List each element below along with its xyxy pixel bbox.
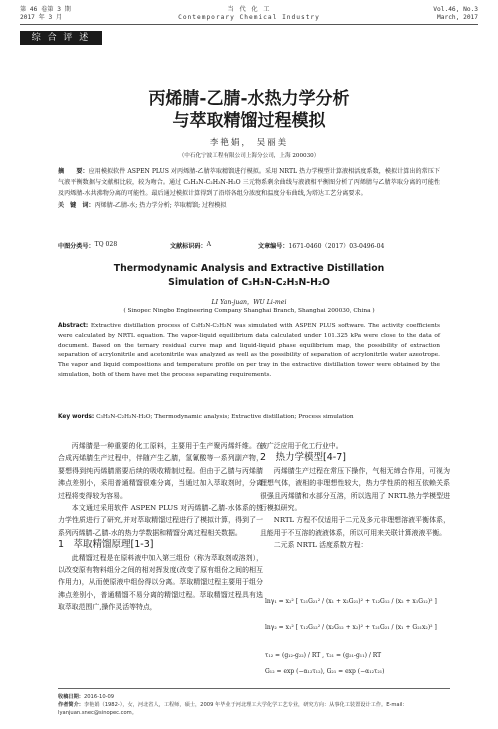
- issue-date-cn: 2017 年 3 月: [20, 13, 63, 21]
- section-tag: 综 合 评 述: [20, 31, 102, 45]
- abstract-cn-text: 应用模拟软件 ASPEN PLUS 对丙烯腈-乙腈萃取精馏进行模拟。采用 NRTL 热力学模型计算液相活度系数，模拟计算出的常压下气液平衡数据与文献相比较，较为吻合。通过 C₃H₃N-C₂H₃N-H₂O 三元物系剩余曲线与液液相平衡图分析了丙烯腈与乙腈萃取分离的可能性及丙烯腈-水共沸物分离的可能性。最后通过模拟计算得到了沿塔各组分浓度和温度分布曲线,为塔达工艺分离要求。: [58, 168, 441, 198]
- intro-paragraph-1: 丙烯腈是一种重要的化工原料，主要用于生产聚丙烯纤维。在合成丙烯腈生产过程中，伴随产生乙腈，氢氰酸等一系列副产物，要想得到纯丙烯腈需要后续的吸收精制过程。但由于乙腈与丙烯腈沸点差别小，采用普通精馏很难分离，当通过加入萃取剂时，分离过程将变得较为容易。: [58, 442, 263, 500]
- keywords-en: [58, 414, 440, 420]
- author-info-label: 作者简介：: [58, 702, 84, 708]
- affiliation-cn: （中石化宁波工程有限公司上海分公司，上海 200030）: [178, 153, 320, 159]
- authors-cn: 李艳娟， 吴丽美: [209, 138, 289, 148]
- title-en-line1: Thermodynamic Analysis and Extractive Distillation: [113, 263, 385, 274]
- clc-value: TQ 028: [94, 241, 118, 248]
- header-rule: [20, 24, 478, 25]
- body-left-column: [58, 440, 263, 614]
- keywords-cn-text: 丙烯腈-乙腈-水; 热力学分析; 萃取精馏; 过程模拟: [94, 201, 227, 209]
- footnote: [58, 693, 450, 717]
- section-heading-2: 2 热力学模型[4-7]: [260, 452, 346, 464]
- running-header: [20, 6, 478, 26]
- abstract-en-text: Extractive distillation process of C₃H₃N-C₂H₃N was simulated with ASPEN PLUS software. The activity coefficients were calculated by NRTL equation. The vapor-liquid equilibrium data calculated under 101.325 kPa were close to the data of document. Based on the ternary residual curve map and liquid-liquid phase equilibrium map, the possibility of extraction separation of acrylonitrile and acetonitrile was analyzed as well as the possibility of separation of acrylonitrile water azeotrope. The vapor and liquid compositions and temperature profile on per tray in the extractive distillation tower were obtained by the simulation, both of them have met the process separating requirements.: [58, 323, 440, 378]
- journal-name-cn: 当 代 化 工: [227, 6, 271, 13]
- section-2-paragraph-3: 二元系 NRTL 活度系数方程：: [273, 541, 368, 550]
- abstract-cn: [58, 166, 440, 211]
- equation-4: G₁₂ = exp (−α₁₂τ₁₂), G₂₁ = exp (−α₁₂τ₂₁): [265, 668, 385, 675]
- author-info: 李艳娟（1982-），女，河北省人，工程师，硕士，2009 年毕业于河北理工大学化学工艺专业，研究方向：从事化工装置设计工作。E-mail：lyanjuan.snec@sinopec.com。: [58, 702, 408, 716]
- equation-1: lnγ₁ = x₂² [ τ₂₁G₂₁² / (x₁ + x₂G₂₁)² + τ₁₂G₁₂ / (x₂ + x₁G₁₂)² ]: [265, 598, 437, 605]
- title-cn-line2: 与萃取精馏过程模拟: [172, 111, 326, 131]
- equation-2: lnγ₂ = x₁² [ τ₁₂G₁₂² / (x₂G₁₂ + x₂)² + τ₂₁G₂₁ / (x₁ + G₂₁x₂)² ]: [265, 624, 437, 631]
- affiliation-en: ( Sinopec Ningbo Engineering Company Shanghai Branch, Shanghai 200030, China ): [123, 308, 375, 314]
- abstract-cn-label: 摘 要：: [58, 168, 89, 175]
- volume-issue-en: Vol.46, No.3: [433, 6, 478, 13]
- authors-en: LI Yan-juan，WU Li-mei: [211, 299, 287, 306]
- title-cn: [0, 88, 498, 132]
- header-center: [20, 6, 478, 21]
- section-2-paragraph-1: 丙烯腈生产过程在常压下操作，气相无缔合作用，可视为理想气体，液相的非理想性较大，热力学性质的相互依赖关系很强且丙烯腈和水部分互溶，所以选用了 NRTL热力学模型进行模拟研究。: [260, 466, 450, 513]
- article-no-value: 1671-0460（2017）03-0496-04: [288, 243, 385, 250]
- title-en-line2: Simulation of C₃H₃N-C₂H₃N-H₂O: [168, 277, 330, 288]
- article-no-label: 文章编号：: [258, 243, 289, 250]
- doc-code-label: 文献标识码：: [170, 243, 207, 250]
- section-2-paragraph-2: NRTL 方程不仅适用于二元及多元非理想溶液平衡体系，且能用于不互溶的液液体系，所以可用来关联计算液液平衡。: [260, 516, 450, 537]
- header-right: [433, 6, 478, 21]
- keywords-en-label: Key words:: [58, 414, 95, 420]
- issue-date-en: March, 2017: [437, 13, 478, 21]
- section-heading-1: 1 萃取精馏原理[1-3]: [58, 539, 154, 551]
- equation-3: τ₁₂ = (g₁₂-g₂₂) / RT , τ₂₁ = (g₂₁-g₁₁) / RT: [265, 652, 382, 659]
- intro-paragraph-2: 本文通过采用软件 ASPEN PLUS 对丙烯腈-乙腈-水体系的热力学性质进行了研究,并对萃取精馏过程进行了模拟计算，得到了一系列丙烯腈-乙腈-水的热力学数据和精馏分离过程相关数据。: [58, 504, 263, 537]
- section-1-paragraph: 此精馏过程是在原料液中加入第三组份（称为萃取剂或溶剂），以改变原有物料组分之间的相对挥发度(改变了原有组份之间的相互作用力)，从而使原液中组份得以分离。萃取精馏过程主要用于组分沸点差别小，普通精馏不易分离的精馏过程。萃取精馏过程具有选取萃取范围广,操作灵活等特点，: [58, 553, 263, 612]
- received-label: 收稿日期：: [58, 694, 84, 700]
- abstract-en: [58, 322, 440, 381]
- title-cn-line1: 丙烯腈-乙腈-水热力学分析: [148, 89, 350, 109]
- footer-rule: [58, 688, 450, 689]
- keywords-en-text: C₃H₃N-C₂H₃N-H₂O; Thermodynamic analysis; Extractive distillation; Process simulation: [94, 414, 354, 420]
- journal-name-en: Contemporary Chemical Industry: [178, 13, 320, 21]
- received-date: 2016-10-09: [83, 694, 115, 700]
- abstract-en-label: Abstract:: [58, 323, 89, 329]
- keywords-cn-label: 关 键 词：: [58, 201, 95, 209]
- volume-issue: 第 46 卷第 3 期: [20, 6, 71, 13]
- clc-label: 中图分类号：: [58, 243, 95, 250]
- continued-paragraph: 被广泛应用于化工行业中。: [260, 442, 343, 450]
- title-en: [0, 262, 498, 290]
- body-right-column: [260, 440, 450, 552]
- doc-code-value: A: [206, 241, 211, 248]
